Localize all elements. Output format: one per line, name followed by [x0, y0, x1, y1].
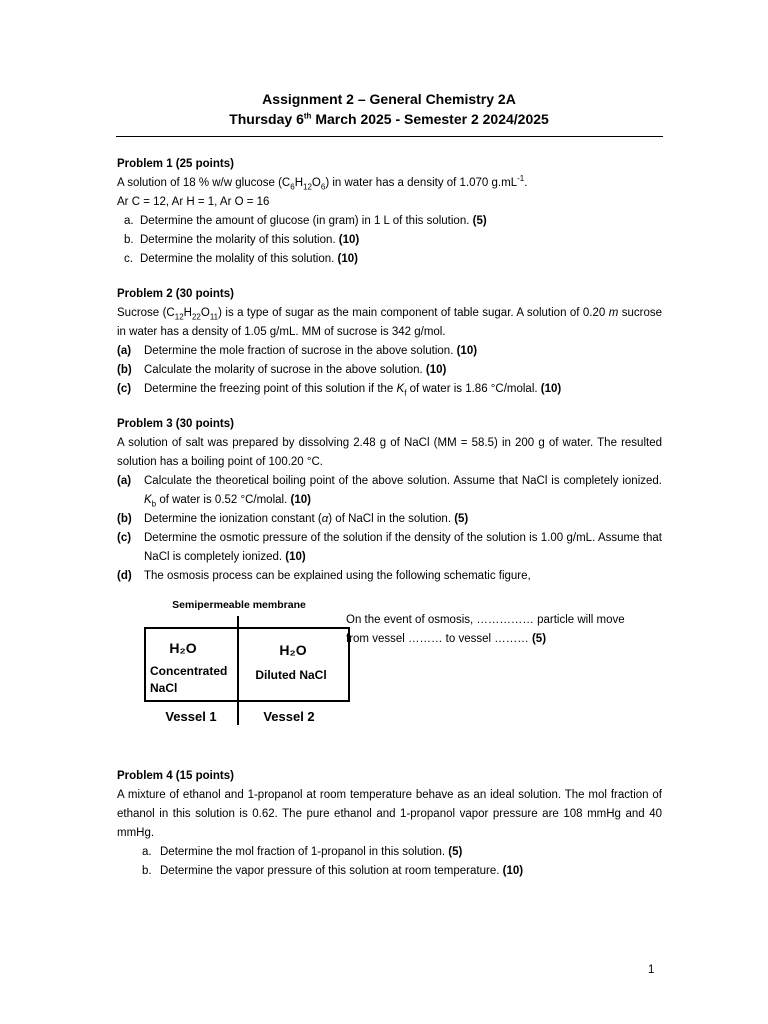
question-item: (b) Calculate the molarity of sucrose in the above solution. (10) — [117, 364, 447, 376]
problem-title: Problem 2 (30 points) — [117, 288, 234, 300]
question-item: (a) Calculate the theoretical boiling point of the above solution. Assume that NaCl is completely ionized. $K_b$ of water is 0.52 °C/molal. (10) — [117, 475, 662, 509]
problem-intro: A mixture of ethanol and 1-propanol at room temperature behave as an ideal solution. The mol fraction of ethanol in this solution is 0.62. The pure ethanol and 1-propanol vapor pressure are 108 mmHg and 40 mmHg. — [117, 789, 662, 839]
problem-intro: A solution of salt was prepared by dissolving 2.48 g of NaCl (MM = 58.5) in 200 g of water. The resulted solution has a boiling point of 100.20 °C. — [117, 437, 662, 468]
problem-4 — [117, 767, 662, 881]
left-solution-line2: NaCl — [150, 681, 178, 695]
question-list — [117, 212, 662, 269]
document-title: Assignment 2 – General Chemistry 2A — [262, 91, 516, 107]
question-list — [117, 843, 662, 881]
page-number: 1 — [648, 964, 655, 976]
question-item: b. Determine the vapor pressure of this solution at room temperature. (10) — [142, 865, 524, 877]
question-item: (a) Determine the mole fraction of sucrose in the above solution. (10) — [117, 345, 478, 357]
problem-2 — [117, 285, 662, 399]
problem-intro: Sucrose $(C_{12}H_{22}O_{11})$ is a type of sugar as the main component of table sugar. A solution of 0.20 m sucrose in water has a density of 1.05 g/mL. MM of sucrose is 342 g/mol. — [117, 307, 662, 338]
osmosis-diagram — [143, 590, 353, 730]
figure-question-line1: On the event of osmosis, …………… particle will move — [346, 614, 625, 626]
question-item: b. Determine the molarity of this solution. (10) — [124, 234, 360, 246]
document-header — [0, 89, 768, 129]
problem-3 — [117, 415, 662, 586]
right-solution-label: Diluted NaCl — [255, 668, 327, 682]
header-divider — [116, 136, 663, 137]
question-item: (c) Determine the osmotic pressure of the solution if the density of the solution is 1.00 g/mL. Assume that NaCl is completely ionized. (10) — [117, 532, 662, 563]
problem-title: Problem 4 (15 points) — [117, 770, 234, 782]
question-item: a. Determine the mol fraction of 1-propanol in this solution. (5) — [142, 846, 463, 858]
question-item: (b) Determine the ionization constant (α) of NaCl in the solution. (5) — [117, 513, 469, 525]
question-list — [117, 342, 662, 399]
problem-title: Problem 3 (30 points) — [117, 418, 234, 430]
membrane-label: Semipermeable membrane — [172, 599, 306, 611]
right-h2o-label: H₂O — [279, 642, 307, 658]
document-body — [117, 155, 662, 598]
problem-title: Problem 1 (25 points) — [117, 158, 234, 170]
question-item: (c) Determine the freezing point of this solution if the $K_f$ of water is 1.86 °C/molal. (10) — [117, 383, 562, 398]
problem-1 — [117, 155, 662, 269]
vessel-2-label: Vessel 2 — [263, 709, 315, 724]
vessel-1-label: Vessel 1 — [165, 709, 217, 724]
question-item: c. Determine the molality of this solution. (10) — [124, 253, 358, 265]
question-item: (d) The osmosis process can be explained using the following schematic figure, — [117, 570, 531, 582]
question-item: a. Determine the amount of glucose (in gram) in 1 L of this solution. (5) — [124, 215, 487, 227]
left-h2o-label: H₂O — [169, 640, 197, 656]
figure-question-line2: from vessel ……… to vessel ……… (5) — [346, 633, 547, 645]
document-date: Thursday 6th March 2025 - Semester 2 2024/2025 — [229, 111, 549, 127]
figure-question — [346, 611, 646, 649]
left-solution-line1: Concentrated — [150, 664, 228, 678]
problem-intro: A solution of 18 % w/w glucose $(C_6H_{12}O_6)$ in water has a density of 1.070 $g.mL^{-1}$. — [117, 174, 528, 192]
atomic-masses: Ar C = 12, Ar H = 1, Ar O = 16 — [117, 196, 270, 208]
question-list — [117, 472, 662, 586]
